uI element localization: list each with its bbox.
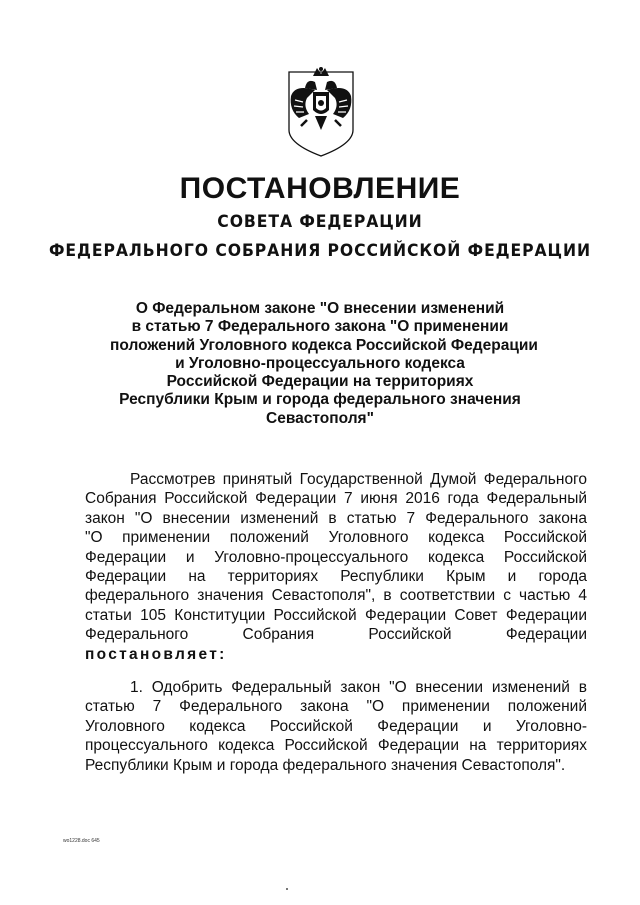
body-line: процессуального кодекса Российской Федерации на территориях bbox=[85, 737, 587, 755]
body-line: Собрания Российской Федерации 7 июня 2016 года Федеральный bbox=[85, 490, 587, 508]
body-line: Федерального Собрания Российской Федерации bbox=[85, 626, 587, 644]
body-line: Уголовного кодекса Российской Федерации и Уголовно- bbox=[85, 717, 587, 735]
body-line: 1. Одобрить Федеральный закон "О внесении изменений в bbox=[130, 679, 587, 696]
resolution-item-1 bbox=[85, 678, 587, 775]
document-issuer-line2: ФЕДЕРАЛЬНОГО СОБРАНИЯ РОССИЙСКОЙ ФЕДЕРАЦИИ bbox=[49, 241, 591, 261]
body-line: Рассмотрев принятый Государственной Думой Федерального bbox=[130, 471, 587, 488]
body-line: закон "О внесении изменений в статью 7 Федерального закона bbox=[85, 509, 587, 527]
document-title: ПОСТАНОВЛЕНИЕ bbox=[179, 172, 461, 205]
subject-line: Севастополя" bbox=[266, 409, 374, 427]
body-line: статьи 105 Конституции Российской Федерации Совет Федерации bbox=[85, 606, 587, 624]
subject-line: Республики Крым и города федерального значения bbox=[119, 391, 521, 409]
resolves-keyword: постановляет: bbox=[85, 645, 227, 663]
body-line: Республики Крым и города федерального значения Севастополя". bbox=[85, 756, 566, 774]
document-subject bbox=[110, 300, 538, 428]
body-line: Федерации на территориях Республики Крым и города bbox=[85, 568, 587, 586]
body-line: федерального значения Севастополя", в соответствии с частью 4 bbox=[85, 587, 587, 605]
document-issuer-line1: СОВЕТА ФЕДЕРАЦИИ bbox=[217, 212, 423, 232]
subject-line: и Уголовно-процессуального кодекса bbox=[175, 354, 465, 372]
subject-line: Российской Федерации на территориях bbox=[166, 373, 474, 391]
subject-line: О Федеральном законе "О внесении изменений bbox=[135, 300, 505, 317]
file-reference: wo1228.doc 645 bbox=[63, 838, 100, 844]
body-line: "О применении положений Уголовного кодекса Российской bbox=[85, 529, 587, 547]
subject-line: в статью 7 Федерального закона "О применении bbox=[131, 318, 509, 336]
subject-line: положений Уголовного кодекса Российской Федерации bbox=[110, 336, 538, 354]
body-line: Федерации и Уголовно-процессуального кодекса Российской bbox=[85, 548, 587, 566]
preamble-paragraph bbox=[85, 470, 587, 664]
coat-of-arms-icon bbox=[285, 66, 357, 158]
body-line: статью 7 Федерального закона "О применении положений bbox=[85, 698, 587, 716]
page-mark bbox=[286, 888, 288, 890]
